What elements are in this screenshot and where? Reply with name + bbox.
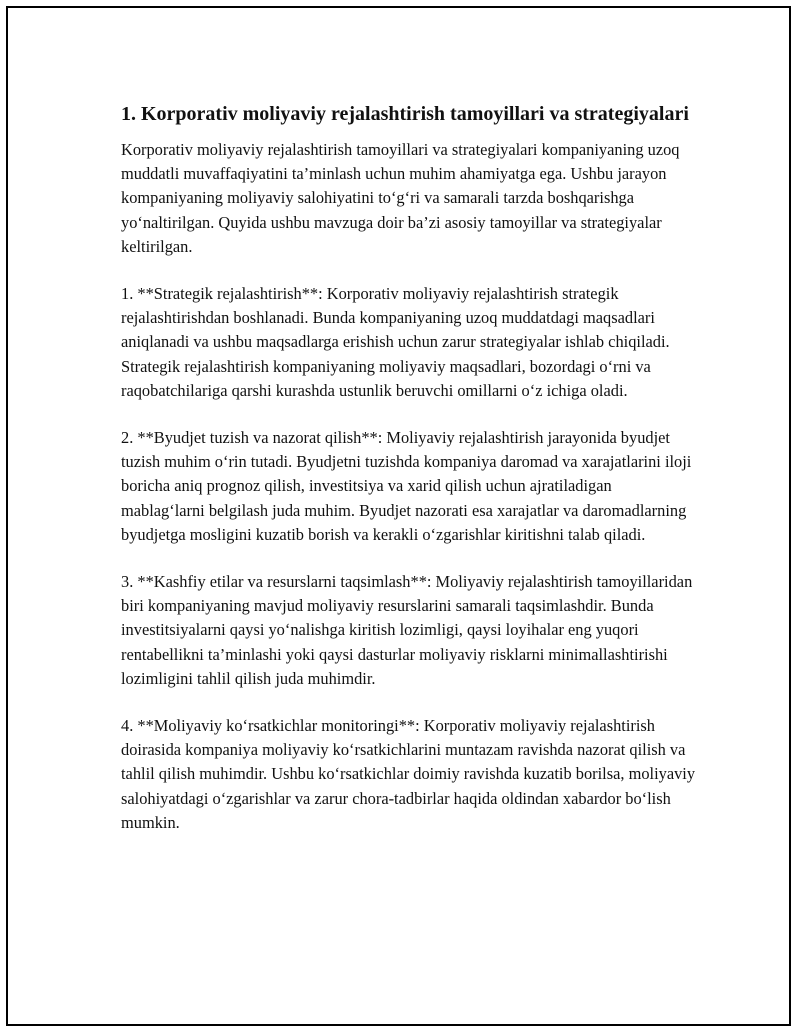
paragraph-resource-allocation: 3. **Kashfiy etilar va resurslarni taqsimlash**: Moliyaviy rejalashtirish tamoyillaridan biri kompaniyaning mavjud moliyaviy resurslarini samarali taqsimlashdir. Bunda investitsiyalarni qaysi yo‘nalishga kiritish lozimligi, qaysi loyihalar eng yuqori rentabellikni ta’minlashi yoki qaysi dasturlar moliyaviy risklarni minimallashtirishi lozimligini tahlil qilish juda muhimdir.	[121, 572, 693, 688]
paragraph-budgeting: 2. **Byudjet tuzish va nazorat qilish**: Moliyaviy rejalashtirish jarayonida byudjet tuzish muhim o‘rin tutadi. Byudjetni tuzishda kompaniya daromad va xarajatlarini iloji boricha aniq prognoz qilish, investitsiya va xarid qilish uchun ajratiladigan mablag‘larni belgilash juda muhim. Byudjet nazorati esa xarajatlar va daromadlarning byudjetga mosligini kuzatib borish va kerakli o‘zgarishlar kiritishni talab qiladi.	[121, 428, 692, 544]
intro-paragraph: Korporativ moliyaviy rejalashtirish tamoyillari va strategiyalari kompaniyaning uzoq muddatli muvaffaqiyatini ta’minlash uchun muhim ahamiyatga ega. Ushbu jarayon kompaniyaning moliyaviy salohiyatini to‘g‘ri va samarali tarzda boshqarishga yo‘naltirilgan. Quyida ushbu mavzuga doir ba’zi asosiy tamoyillar va strategiyalar keltirilgan.	[121, 140, 680, 256]
paragraph-strategic-planning: 1. **Strategik rejalashtirish**: Korporativ moliyaviy rejalashtirish strategik rejalashtirishdan boshlanadi. Bunda kompaniyaning uzoq muddatdagi maqsadlari aniqlanadi va ushbu maqsadlarga erishish uchun zarur strategiyalar ishlab chiqiladi. Strategik rejalashtirish kompaniyaning moliyaviy maqsadlari, bozordagi o‘rni va raqobatchilariga qarshi kurashda ustunlik beruvchi omillarni o‘z ichiga oladi.	[121, 284, 670, 400]
document-title: 1. Korporativ moliyaviy rejalashtirish tamoyillari va strategiyalari	[121, 103, 689, 125]
paragraph-indicator-monitoring: 4. **Moliyaviy ko‘rsatkichlar monitoringi**: Korporativ moliyaviy rejalashtirish doirasida kompaniya moliyaviy ko‘rsatkichlarini muntazam ravishda nazorat qilish va tahlil qilish muhimdir. Ushbu ko‘rsatkichlar doimiy ravishda kuzatib borilsa, moliyaviy salohiyatdagi o‘zgarishlar va zarur chora-tadbirlar haqida oldindan xabardor bo‘lish mumkin.	[121, 716, 696, 832]
page-frame	[6, 6, 791, 1026]
document-body	[121, 100, 696, 858]
